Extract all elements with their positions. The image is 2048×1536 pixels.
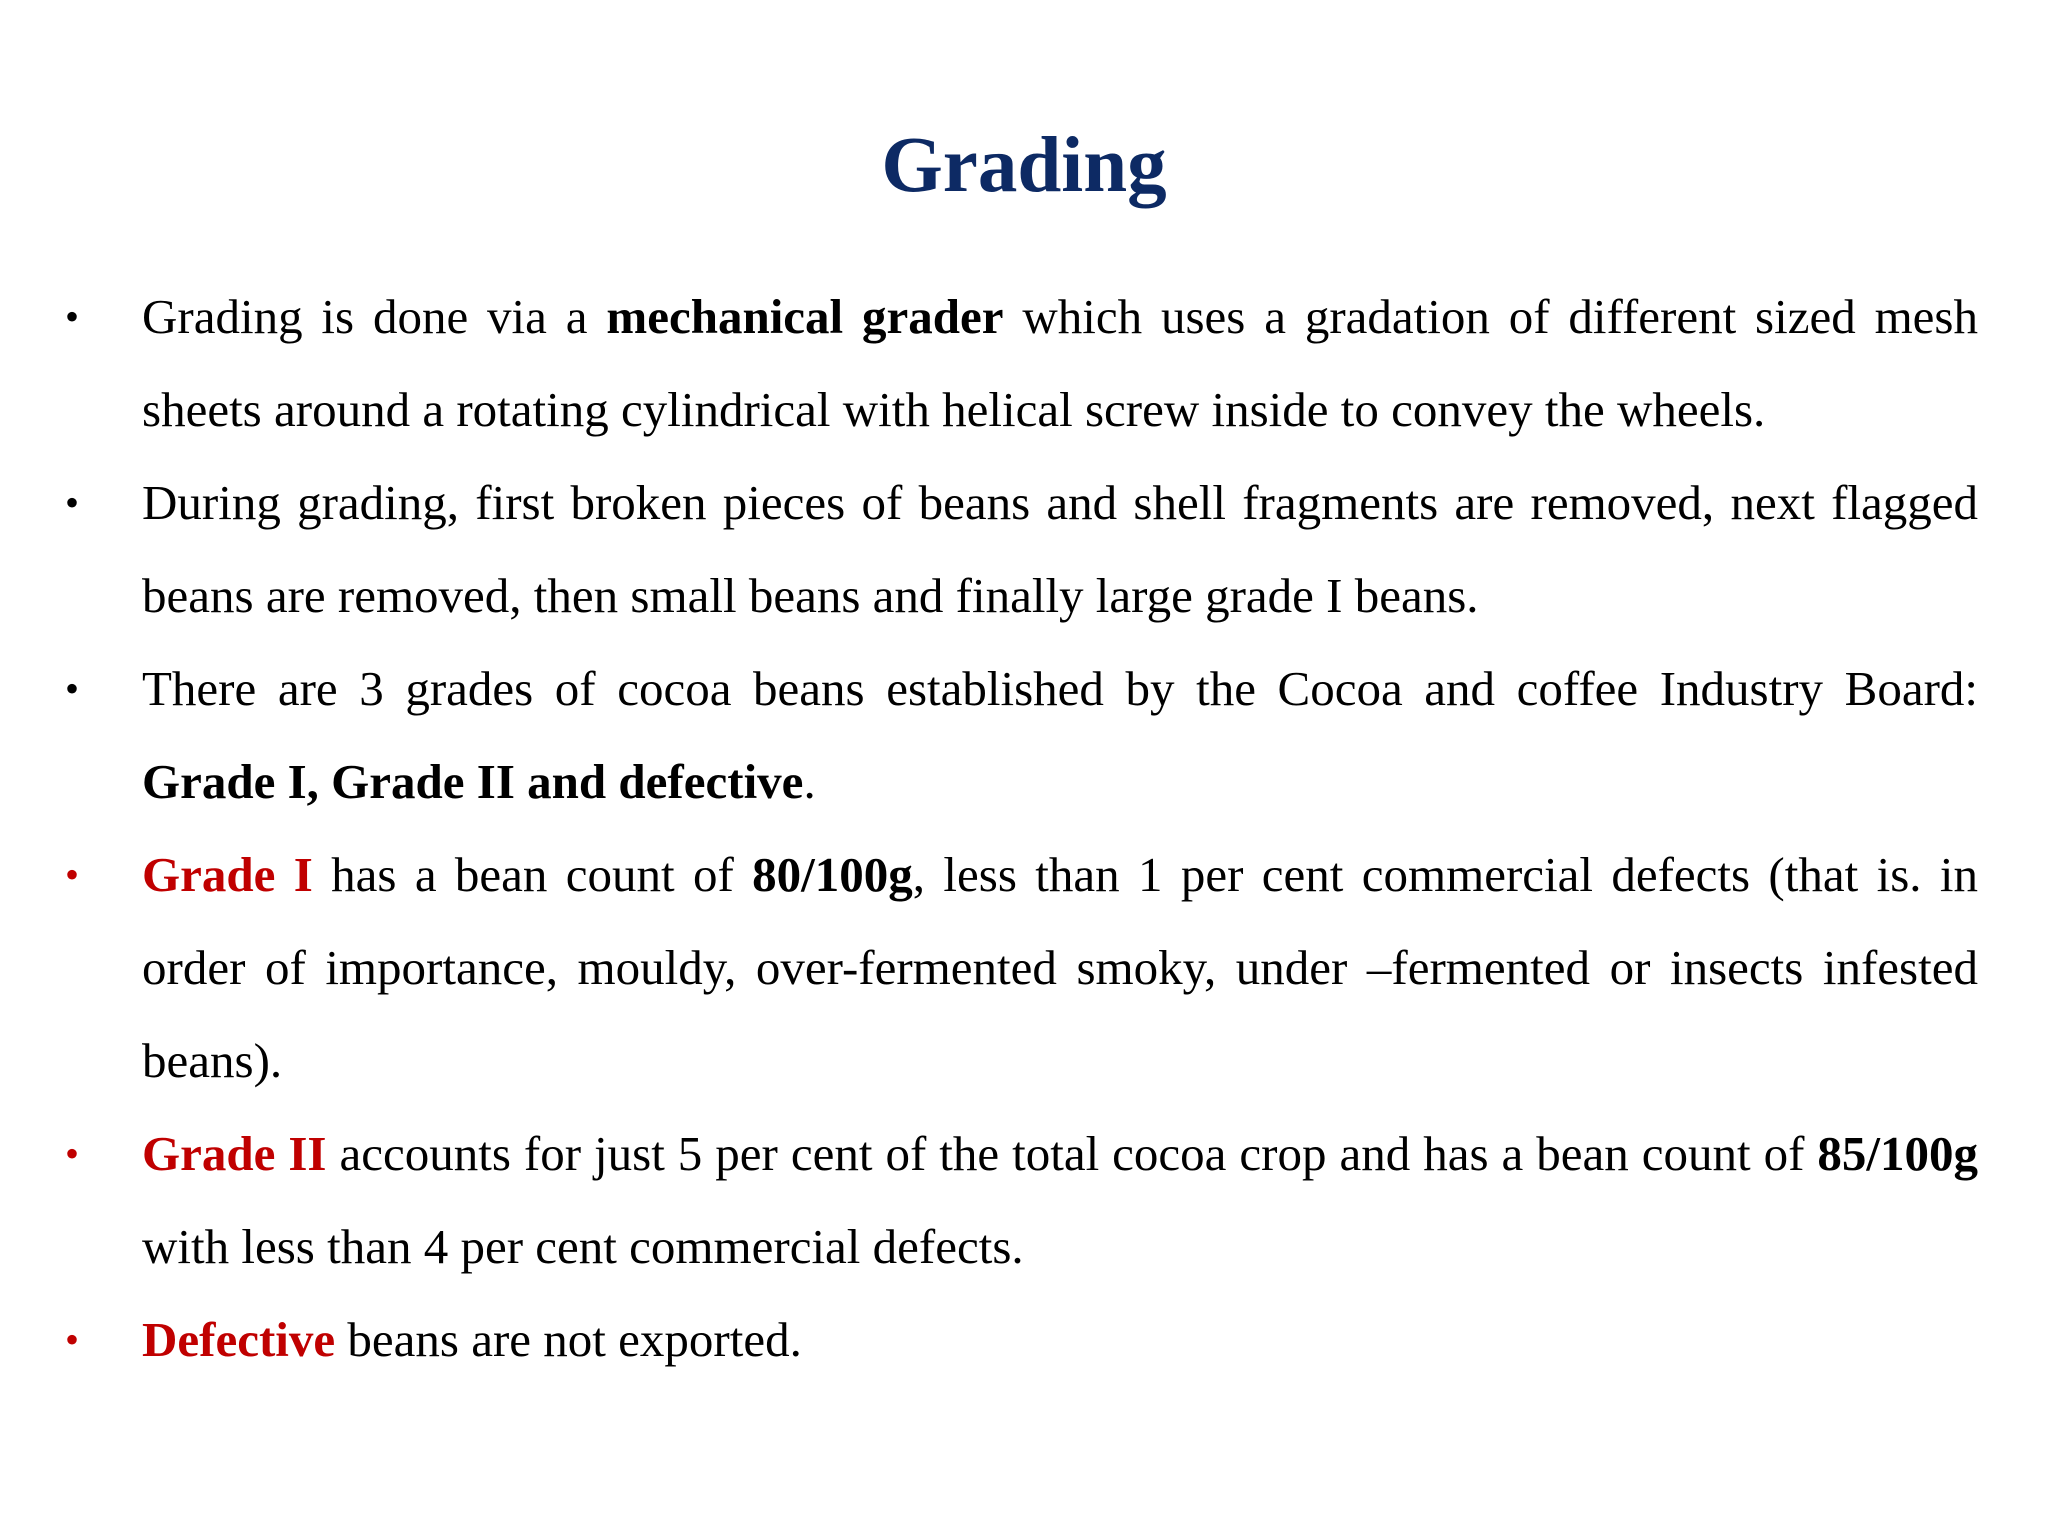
bullet-text [142,1312,802,1367]
text-run: Grade I, Grade II and defective [142,754,804,809]
text-run: Grade I [142,847,313,902]
text-run: which uses a gradation of different sized mesh sheets around a rotating cylindrical with helical screw inside to convey the wheels. [142,289,1978,437]
bullet-icon: • [65,294,80,339]
bullet-text [142,475,1978,623]
bullet-item-mechanical-grader [65,270,1978,456]
text-run: has a bean count of [312,847,753,902]
bullet-text [142,847,1978,1088]
text-run: There are 3 grades of cocoa beans established by the Cocoa and coffee Industry Board: [142,661,1978,716]
text-run: with less than 4 per cent commercial defects. [142,1219,1024,1274]
bullet-text [142,661,1978,809]
text-run: mechanical grader [606,289,1004,344]
bullet-icon: • [65,1131,80,1176]
bullet-item-three-grades [65,642,1978,828]
bullet-text [142,289,1978,437]
slide-title: Grading [881,122,1167,209]
bullet-text [142,1126,1978,1274]
bullet-item-defective [65,1293,1978,1386]
bullet-list [0,270,2048,1386]
text-run: 85/100g [1817,1126,1979,1181]
bullet-icon: • [65,1317,80,1362]
text-run: 80/100g [752,847,913,902]
text-run: . [803,754,816,809]
text-run: During grading, first broken pieces of beans and shell fragments are removed, next flagged beans are removed, then small beans and finally large grade I beans. [142,475,1978,623]
text-run: accounts for just 5 per cent of the total cocoa crop and has a bean count of [326,1126,1818,1181]
text-run: , less than 1 per cent commercial defects (that is. in order of importance, mouldy, over-fermented smoky, under –fermented or insects infested beans). [142,847,1978,1088]
text-run: Grade II [142,1126,327,1181]
text-run: Grading is done via a [142,289,607,344]
bullet-icon: • [65,852,80,897]
text-run: Defective [142,1312,336,1367]
bullet-item-grade-two [65,1107,1979,1293]
text-run: beans are not exported. [335,1312,802,1367]
bullet-item-grading-order [65,456,1978,642]
bullet-icon: • [65,666,80,711]
bullet-icon: • [65,480,80,525]
bullet-item-grade-one [65,828,1978,1107]
